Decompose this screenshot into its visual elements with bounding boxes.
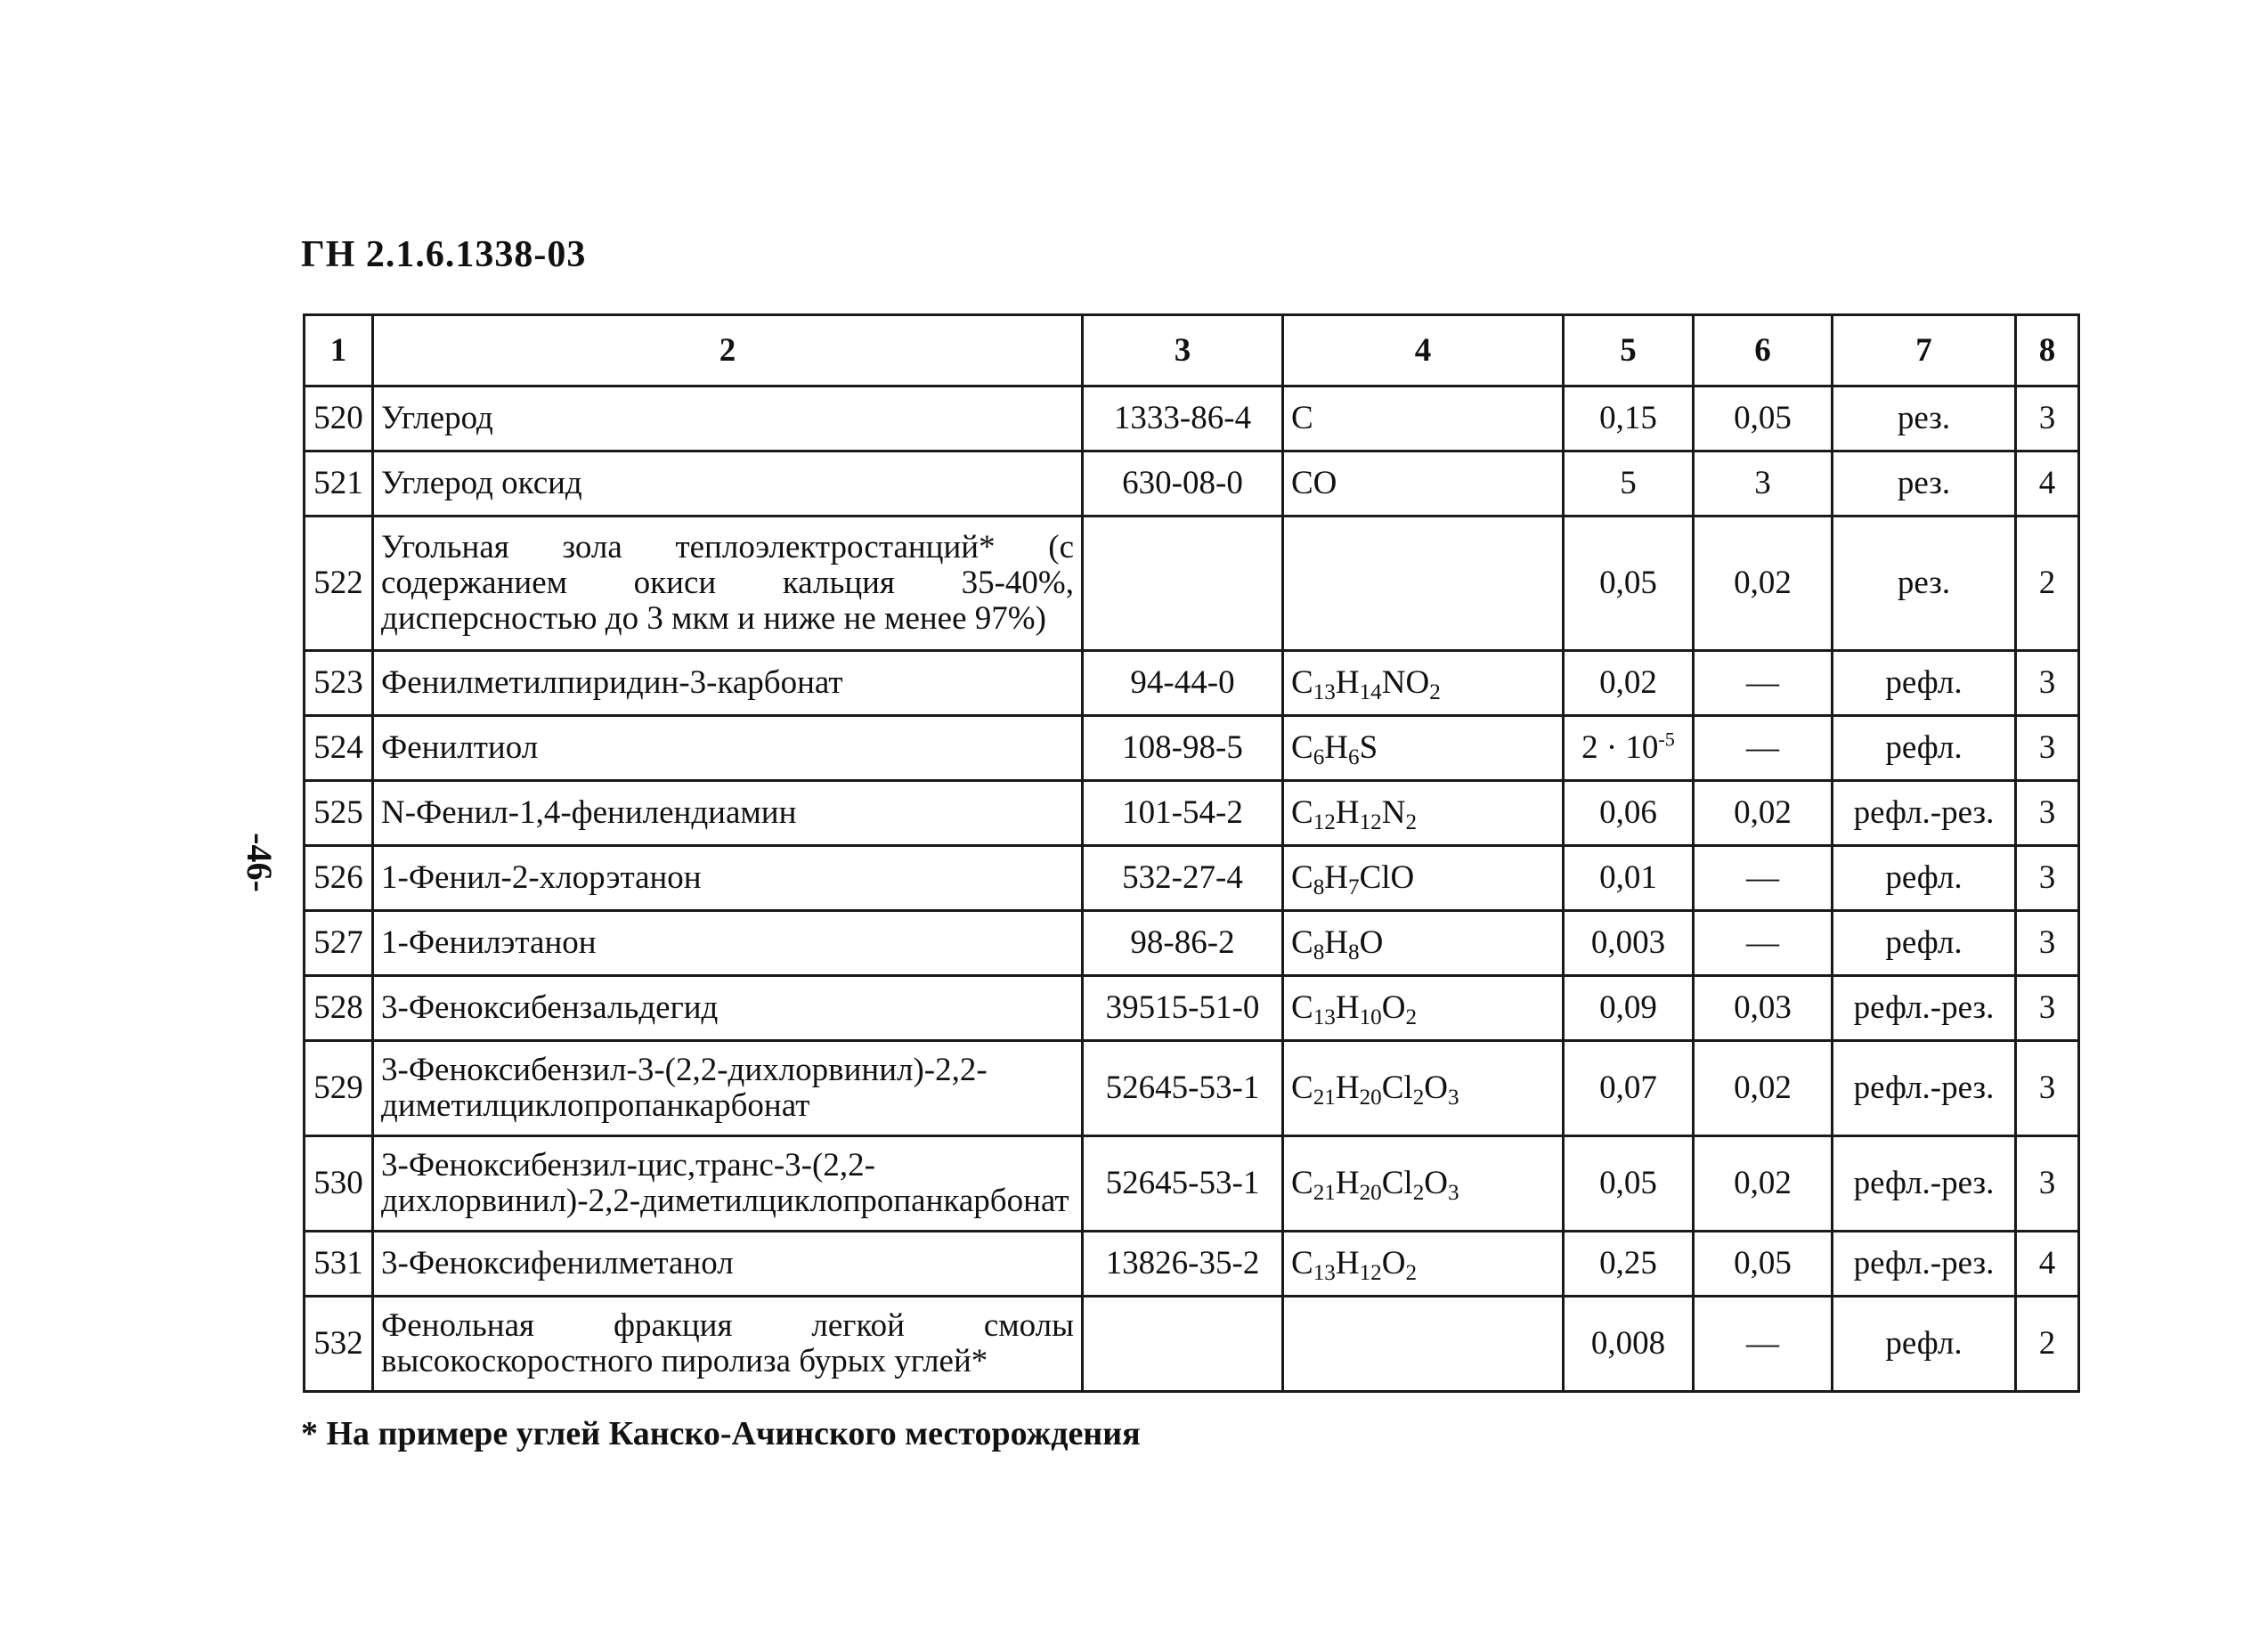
formula-subscript: 8	[1348, 940, 1360, 965]
value-col5: 0,06	[1599, 794, 1657, 832]
formula-element: O	[1381, 989, 1406, 1027]
row-number-cell: 527	[305, 911, 373, 976]
value-col5: 2 · 10	[1581, 729, 1659, 767]
formula-element: C	[1291, 1245, 1313, 1282]
formula-element: S	[1359, 729, 1378, 767]
table-row	[305, 651, 2079, 716]
value-col5: 0,003	[1590, 924, 1666, 962]
substance-name-cell	[373, 1136, 1083, 1232]
formula-subscript: 14	[1359, 680, 1382, 705]
formula-subscript: 2	[1412, 1086, 1425, 1110]
value-col6-cell: 0,02	[1694, 781, 1833, 846]
value-col8-cell: 3	[2016, 651, 2079, 716]
value-col5: 0,05	[1599, 565, 1657, 602]
value-col8-cell: 3	[2016, 1136, 2079, 1232]
substance-name-cell	[373, 716, 1083, 781]
substance-name-cell	[373, 451, 1083, 517]
value-col5-cell	[1564, 976, 1694, 1041]
formula-element: O	[1359, 924, 1384, 962]
row-number-cell: 525	[305, 781, 373, 846]
cas-number-cell: 101-54-2	[1083, 781, 1283, 846]
substance-name: 3-Феноксибензил-цис,транс-3-(2,2-дихлорвинил)-2,2-диметилциклопропанкарбонат	[381, 1147, 1069, 1219]
value-col8-cell: 3	[2016, 846, 2079, 911]
formula-cell	[1283, 386, 1564, 451]
value-col8-cell: 4	[2016, 1232, 2079, 1297]
formula-cell	[1283, 1041, 1564, 1136]
substance-name: 3-Феноксибензальдегид	[381, 989, 719, 1027]
row-number-cell: 524	[305, 716, 373, 781]
formula-element: C	[1291, 729, 1313, 767]
row-number-cell: 530	[305, 1136, 373, 1232]
value-col5: 0,05	[1599, 1165, 1657, 1202]
value-col5: 0,15	[1599, 400, 1657, 437]
formula-subscript: 2	[1405, 1261, 1418, 1286]
substance-name: Фенилтиол	[381, 729, 539, 767]
table-row	[305, 911, 2079, 976]
value-col5-cell	[1564, 1232, 1694, 1297]
value-col5: 0,07	[1599, 1070, 1657, 1107]
column-header: 7	[1833, 315, 2016, 386]
value-col8-cell: 3	[2016, 781, 2079, 846]
formula-subscript: 8	[1313, 940, 1325, 965]
formula-cell	[1283, 451, 1564, 517]
formula-element: ClO	[1359, 859, 1415, 897]
value-col5-cell	[1564, 451, 1694, 517]
value-col5: 0,01	[1599, 859, 1657, 897]
formula-element: H	[1335, 794, 1360, 832]
formula-subscript: 3	[1448, 1086, 1459, 1110]
formula-subscript: 21	[1313, 1086, 1336, 1110]
formula-subscript: 12	[1313, 810, 1336, 835]
formula-element: CO	[1291, 465, 1337, 502]
value-col6-cell: —	[1694, 651, 1833, 716]
table-row	[305, 781, 2079, 846]
substance-name: Фенилметилпиридин-3-карбонат	[381, 664, 843, 702]
table-row	[305, 1136, 2079, 1232]
row-number-cell: 531	[305, 1232, 373, 1297]
document-title: ГН 2.1.6.1338-03	[301, 234, 587, 275]
formula-element: H	[1324, 729, 1348, 767]
value-col7-cell: рефл.-рез.	[1833, 1232, 2016, 1297]
column-header: 2	[373, 315, 1083, 386]
table-row	[305, 451, 2079, 517]
value-col8-cell: 3	[2016, 386, 2079, 451]
value-col6-cell: 0,05	[1694, 386, 1833, 451]
cas-number-cell: 39515-51-0	[1083, 976, 1283, 1041]
column-header: 3	[1083, 315, 1283, 386]
formula-cell	[1283, 1297, 1564, 1392]
table-row	[305, 716, 2079, 781]
value-col5-cell	[1564, 651, 1694, 716]
value-col7-cell: рефл.	[1833, 651, 2016, 716]
formula-element: O	[1424, 1070, 1449, 1107]
value-col5: 0,09	[1599, 989, 1657, 1027]
value-col6-cell: 0,05	[1694, 1232, 1833, 1297]
cas-number-cell: 532-27-4	[1083, 846, 1283, 911]
formula-element: C	[1291, 924, 1313, 962]
formula-cell	[1283, 651, 1564, 716]
table-row	[305, 1041, 2079, 1136]
value-col7-cell: рефл.	[1833, 716, 2016, 781]
value-col5: 0,008	[1590, 1325, 1666, 1363]
table-row	[305, 386, 2079, 451]
cas-number-cell	[1083, 517, 1283, 651]
formula-element: Cl	[1381, 1165, 1413, 1202]
value-col5: 0,25	[1599, 1245, 1657, 1282]
formula-cell	[1283, 716, 1564, 781]
footnote: * На примере углей Канско-Ачинского месторождения	[301, 1415, 1141, 1452]
value-col7-cell: рефл.-рез.	[1833, 1136, 2016, 1232]
value-col8-cell: 2	[2016, 517, 2079, 651]
formula-subscript: 2	[1405, 1005, 1418, 1030]
formula-subscript: 21	[1313, 1181, 1336, 1206]
formula-subscript: 7	[1348, 875, 1360, 900]
value-col6-cell: 0,03	[1694, 976, 1833, 1041]
value-col7-cell: рефл.-рез.	[1833, 976, 2016, 1041]
substance-name: Угольная зола теплоэлектростанций* (с содержанием окиси кальция 35-40%, дисперсностью до 3 мкм и ниже не менее 97%)	[381, 529, 1074, 637]
formula-subscript: 6	[1313, 745, 1325, 770]
value-col6-cell: 3	[1694, 451, 1833, 517]
formula-element: C	[1291, 1070, 1313, 1107]
value-col5-cell	[1564, 911, 1694, 976]
formula-element: H	[1335, 989, 1360, 1027]
formula-subscript: 13	[1313, 1261, 1336, 1286]
column-header: 1	[305, 315, 373, 386]
value-col7-cell: рез.	[1833, 517, 2016, 651]
formula-cell	[1283, 1232, 1564, 1297]
table-header-row	[305, 315, 2079, 386]
value-col7-cell: рез.	[1833, 451, 2016, 517]
formula-element: C	[1291, 664, 1313, 702]
value-col5-exponent: -5	[1658, 728, 1675, 751]
value-col7-cell: рез.	[1833, 386, 2016, 451]
substance-name: 1-Фенилэтанон	[381, 924, 597, 962]
value-col5-cell	[1564, 716, 1694, 781]
formula-cell	[1283, 517, 1564, 651]
formula-cell	[1283, 781, 1564, 846]
value-col7-cell: рефл.	[1833, 911, 2016, 976]
value-col8-cell: 3	[2016, 976, 2079, 1041]
substance-name: 3-Феноксифенилметанол	[381, 1245, 734, 1282]
table-row	[305, 846, 2079, 911]
substance-name: Углерод оксид	[381, 465, 582, 502]
value-col6-cell: —	[1694, 716, 1833, 781]
value-col5-cell	[1564, 1136, 1694, 1232]
value-col6-cell: 0,02	[1694, 1041, 1833, 1136]
formula-subscript: 3	[1448, 1181, 1459, 1206]
formula-subscript: 12	[1359, 1261, 1382, 1286]
value-col8-cell: 3	[2016, 716, 2079, 781]
table-row	[305, 1297, 2079, 1392]
formula-element: C	[1291, 859, 1313, 897]
formula-element: O	[1381, 1245, 1406, 1282]
substance-name-cell	[373, 651, 1083, 716]
substance-name-cell	[373, 1297, 1083, 1392]
formula-cell	[1283, 911, 1564, 976]
substance-name: N-Фенил-1,4-фенилендиамин	[381, 794, 797, 832]
formula-element: H	[1324, 859, 1348, 897]
formula-subscript: 20	[1359, 1181, 1382, 1206]
substance-name-cell	[373, 517, 1083, 651]
value-col5-cell	[1564, 1041, 1694, 1136]
formula-subscript: 20	[1359, 1086, 1382, 1110]
formula-element: O	[1424, 1165, 1449, 1202]
cas-number-cell	[1083, 1297, 1283, 1392]
formula-element: NO	[1381, 664, 1430, 702]
formula-element: C	[1291, 400, 1313, 437]
formula-subscript: 13	[1313, 680, 1336, 705]
value-col8-cell: 4	[2016, 451, 2079, 517]
value-col6-cell: —	[1694, 846, 1833, 911]
cas-number-cell: 52645-53-1	[1083, 1041, 1283, 1136]
value-col5-cell	[1564, 517, 1694, 651]
substance-name: Фенольная фракция легкой смолы высокоскоростного пиролиза бурых углей*	[381, 1307, 1074, 1379]
value-col6-cell: —	[1694, 1297, 1833, 1392]
substance-name-cell	[373, 1232, 1083, 1297]
value-col6-cell: 0,02	[1694, 1136, 1833, 1232]
cas-number-cell: 630-08-0	[1083, 451, 1283, 517]
row-number-cell: 528	[305, 976, 373, 1041]
row-number-cell: 532	[305, 1297, 373, 1392]
substance-name-cell	[373, 1041, 1083, 1136]
value-col7-cell: рефл.-рез.	[1833, 781, 2016, 846]
value-col6-cell: 0,02	[1694, 517, 1833, 651]
formula-subscript: 6	[1348, 745, 1360, 770]
value-col7-cell: рефл.	[1833, 846, 2016, 911]
formula-element: H	[1335, 664, 1360, 702]
column-header: 8	[2016, 315, 2079, 386]
substance-name-cell	[373, 976, 1083, 1041]
formula-subscript: 13	[1313, 1005, 1336, 1030]
cas-number-cell: 13826-35-2	[1083, 1232, 1283, 1297]
value-col8-cell: 3	[2016, 911, 2079, 976]
page-number: -46-	[239, 833, 280, 892]
table-row	[305, 976, 2079, 1041]
value-col8-cell: 2	[2016, 1297, 2079, 1392]
formula-subscript: 2	[1405, 810, 1418, 835]
cas-number-cell: 108-98-5	[1083, 716, 1283, 781]
value-col5-cell	[1564, 781, 1694, 846]
value-col5: 5	[1620, 465, 1637, 502]
substance-name-cell	[373, 911, 1083, 976]
row-number-cell: 522	[305, 517, 373, 651]
substances-table	[303, 313, 2080, 1393]
value-col7-cell: рефл.	[1833, 1297, 2016, 1392]
formula-element: N	[1381, 794, 1406, 832]
value-col5-cell	[1564, 1297, 1694, 1392]
row-number-cell: 520	[305, 386, 373, 451]
row-number-cell: 523	[305, 651, 373, 716]
table-row	[305, 517, 2079, 651]
column-header: 6	[1694, 315, 1833, 386]
formula-element: H	[1335, 1165, 1360, 1202]
formula-element: C	[1291, 794, 1313, 832]
formula-subscript: 8	[1313, 875, 1325, 900]
substance-name-cell	[373, 781, 1083, 846]
value-col5-cell	[1564, 846, 1694, 911]
formula-element: C	[1291, 1165, 1313, 1202]
value-col6-cell: —	[1694, 911, 1833, 976]
row-number-cell: 526	[305, 846, 373, 911]
substance-name: Углерод	[381, 400, 493, 437]
column-header: 5	[1564, 315, 1694, 386]
formula-element: H	[1335, 1245, 1360, 1282]
table-row	[305, 1232, 2079, 1297]
value-col8-cell: 3	[2016, 1041, 2079, 1136]
formula-subscript: 2	[1429, 680, 1441, 705]
formula-subscript: 2	[1412, 1181, 1425, 1206]
formula-cell	[1283, 976, 1564, 1041]
formula-element: H	[1335, 1070, 1360, 1107]
formula-element: H	[1324, 924, 1348, 962]
substance-name: 3-Феноксибензил-3-(2,2-дихлорвинил)-2,2-диметилциклопропанкарбонат	[381, 1052, 988, 1124]
value-col5-cell	[1564, 386, 1694, 451]
value-col7-cell: рефл.-рез.	[1833, 1041, 2016, 1136]
substance-name-cell	[373, 846, 1083, 911]
row-number-cell: 529	[305, 1041, 373, 1136]
substance-name: 1-Фенил-2-хлорэтанон	[381, 859, 702, 897]
formula-cell	[1283, 1136, 1564, 1232]
formula-cell	[1283, 846, 1564, 911]
cas-number-cell: 1333-86-4	[1083, 386, 1283, 451]
row-number-cell: 521	[305, 451, 373, 517]
formula-subscript: 10	[1359, 1005, 1382, 1030]
formula-element: Cl	[1381, 1070, 1413, 1107]
cas-number-cell: 52645-53-1	[1083, 1136, 1283, 1232]
cas-number-cell: 98-86-2	[1083, 911, 1283, 976]
formula-element: C	[1291, 989, 1313, 1027]
cas-number-cell: 94-44-0	[1083, 651, 1283, 716]
value-col5: 0,02	[1599, 664, 1657, 702]
column-header: 4	[1283, 315, 1564, 386]
substance-name-cell	[373, 386, 1083, 451]
formula-subscript: 12	[1359, 810, 1382, 835]
